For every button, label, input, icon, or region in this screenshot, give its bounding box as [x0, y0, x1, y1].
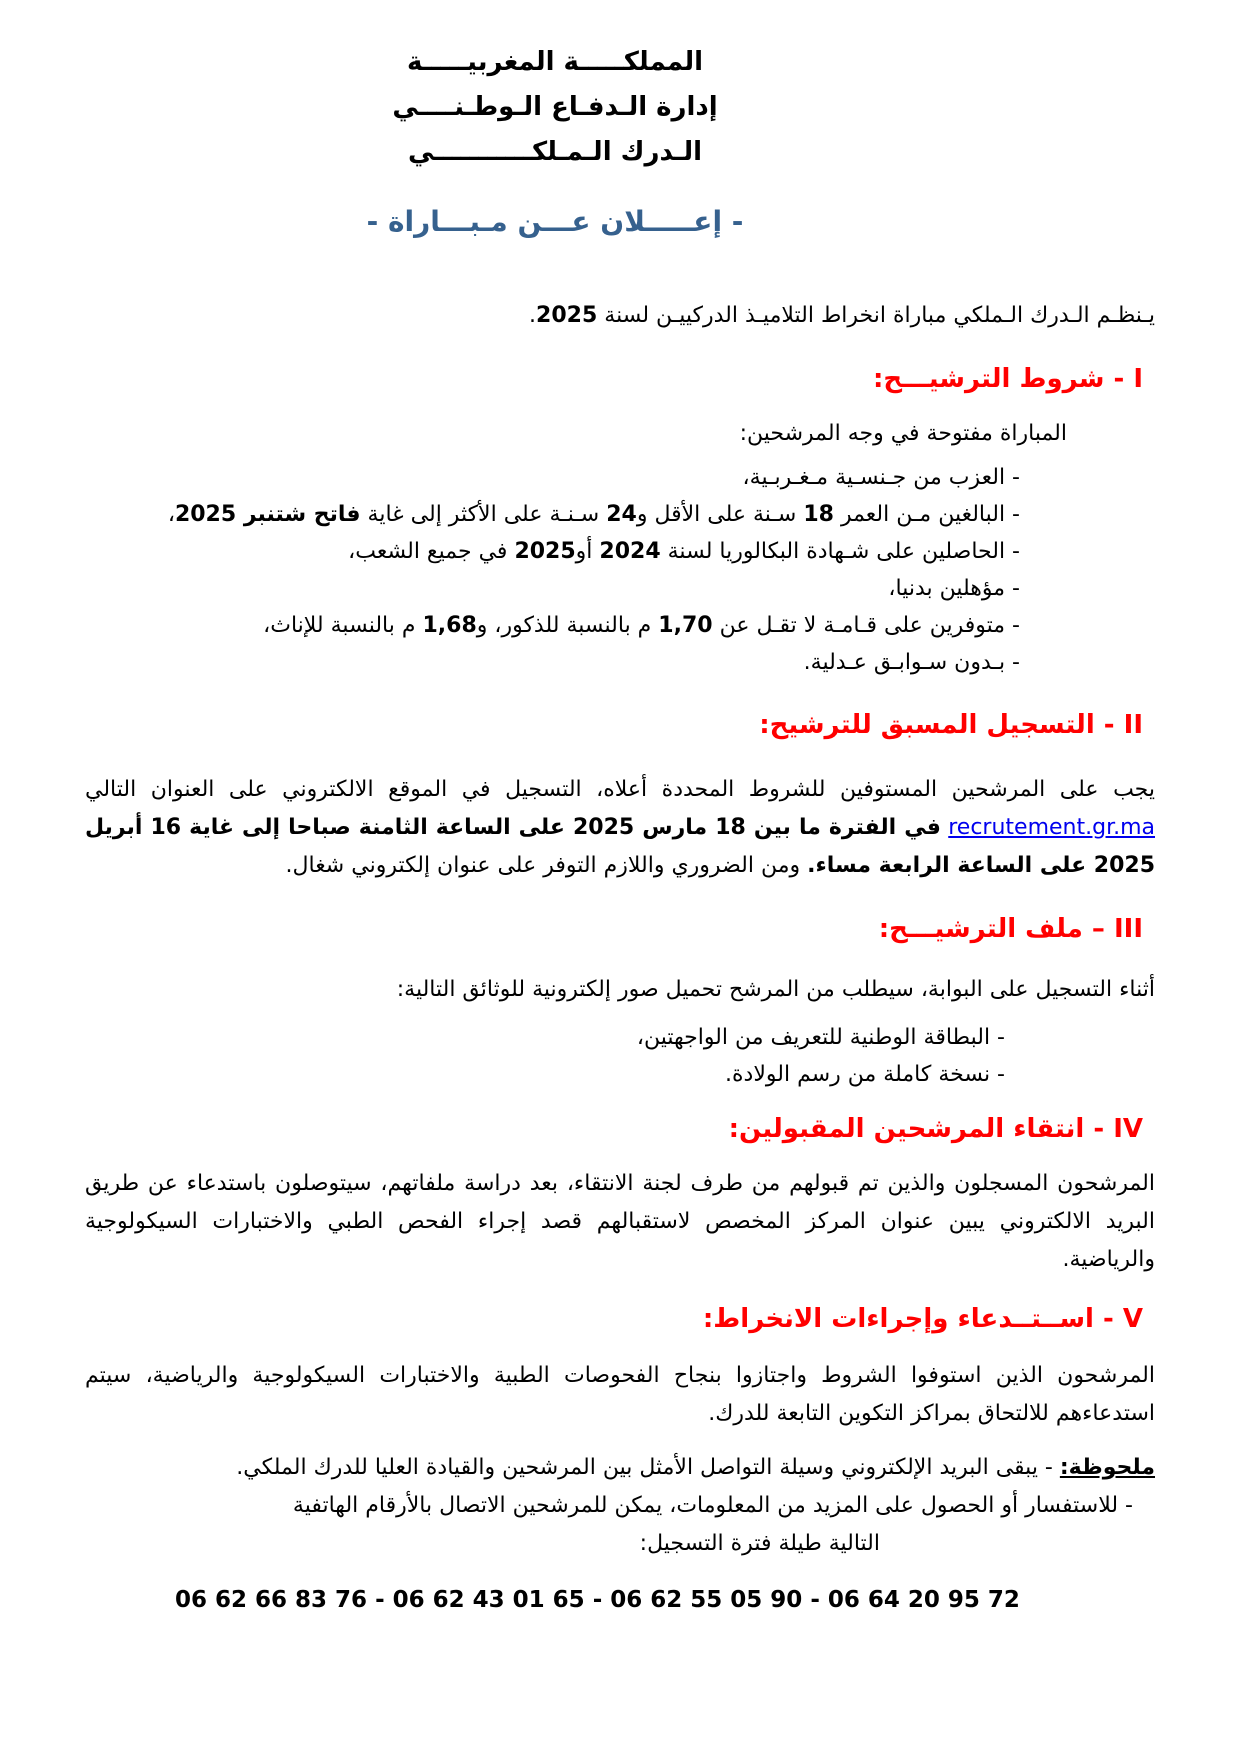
condition-item-6 [85, 644, 1155, 681]
condition-item-4 [85, 570, 1155, 607]
text-run: 1,70 [658, 613, 713, 638]
conditions-list [85, 459, 1155, 681]
text-run: - بـدون سـوابـق عـدلية. [803, 650, 1020, 675]
text-run: يـنظـم الـدرك الـملكي مباراة انخراط التلاميـذ الدركييـن لسنة [597, 303, 1155, 328]
note-label: ملحوظة: [1059, 1455, 1155, 1480]
file-intro-paragraph: أثناء التسجيل على البوابة، سيطلب من المرشح تحميل صور إلكترونية للوثائق التالية: [396, 977, 1155, 1002]
condition-item-2 [85, 496, 1155, 533]
condition-item-5 [85, 607, 1155, 644]
text-run: - مؤهلين بدنيا، [888, 576, 1020, 601]
text-run: أو [575, 539, 600, 564]
section-3-heading: III – ملف الترشيـــح: [878, 914, 1143, 944]
text-run: م بالنسبة للإناث، [263, 613, 423, 638]
text-run: م بالنسبة للذكور، و [476, 613, 659, 638]
intro-paragraph [85, 297, 1155, 335]
text-run: ومن الضروري واللازم التوفر على عنوان إلكتروني شغال. [285, 853, 808, 878]
text-run: 2025 [514, 539, 576, 564]
document-item-1: - البطاقة الوطنية للتعريف من الواجهتين، [636, 1025, 1005, 1050]
title-wrapper [345, 201, 765, 243]
document-item-2: - نسخة كاملة من رسم الولادة. [725, 1062, 1005, 1087]
text-run: سـنة على الأقل و [636, 502, 804, 527]
text-run: - العزب من جـنسـية مـغـربـية، [742, 465, 1020, 490]
document-header [345, 40, 765, 175]
note-line-1 [85, 1449, 1155, 1487]
kingdom-header-line: المملكـــــة المغربيـــــة [406, 47, 704, 77]
text-run: 24 [606, 502, 637, 527]
contact-phone-numbers: 06 62 66 83 76 - 06 62 43 01 65 - 06 62 55 05 90 - 06 64 20 95 72 [175, 1587, 1020, 1613]
text-run: 2025 [536, 303, 598, 328]
text-run: . [529, 303, 537, 328]
section-5-heading: V - اســتــدعاء وإجراءات الانخراط: [702, 1304, 1143, 1334]
note-item-2-continued: التالية طيلة فترة التسجيل: [639, 1531, 880, 1556]
section-4-heading: IV - انتقاء المرشحين المقبولين: [728, 1114, 1143, 1144]
defense-administration-line: إدارة الـدفـاع الـوطـنــــي [392, 92, 718, 122]
royal-gendarmerie-line: الـدرك الـمـلكـــــــــــي [407, 137, 703, 167]
text-run: - متوفرين على قـامـة لا تقـل عن [712, 613, 1020, 638]
text-run: - البالغين مـن العمر [833, 502, 1020, 527]
note-item-2: - للاستفسار أو الحصول على المزيد من المعلومات، يمكن للمرشحين الاتصال بالأرقام الهاتفية [292, 1493, 1133, 1518]
text-run: في جميع الشعب، [348, 539, 515, 564]
text-run: فاتح شتنبر 2025 [174, 502, 361, 527]
text-run: - الحاصلين على شـهادة البكالوريا لسنة [660, 539, 1020, 564]
registration-link[interactable]: recrutement.gr.ma [948, 815, 1155, 840]
enrollment-paragraph: المرشحون الذين استوفوا الشروط واجتازوا بنجاح الفحوصات الطبية والاختبارات السيكولوجية والرياضية، سيتم استدعاءهم للالتحاق بمراكز التكوين التابعة للدرك. [85, 1363, 1155, 1426]
note-block [85, 1449, 1155, 1563]
text-run: 18 [803, 502, 834, 527]
text-run: في الفترة ما بين 18 مارس 2025 على الساعة الثامنة صباحا إلى غاية 16 أبريل 2025 على الساعة الرابعة مساء. [85, 815, 1155, 878]
text-run: يجب على المرشحين المستوفين للشروط المحددة أعلاه، التسجيل في الموقع الالكتروني على العنوان التالي [85, 777, 1155, 802]
documents-list [85, 1019, 1155, 1093]
section-2-heading: II - التسجيل المسبق للترشيح: [759, 710, 1143, 740]
text-run: سـنـة على الأكثر إلى غاية [360, 502, 607, 527]
section-1-heading: I - شروط الترشيـــح: [873, 364, 1143, 394]
text-run: 1,68 [422, 613, 477, 638]
text-run: ، [167, 502, 175, 527]
condition-item-3 [85, 533, 1155, 570]
note-item-1: - يبقى البريد الإلكتروني وسيلة التواصل الأمثل بين المرشحين والقيادة العليا للدرك الملكي. [236, 1455, 1053, 1480]
text-run: 2024 [599, 539, 661, 564]
registration-paragraph [85, 771, 1155, 885]
announcement-title: - إعـــــلان عـــن مـبـــاراة - [366, 205, 744, 238]
candidacy-open-line: المباراة مفتوحة في وجه المرشحين: [739, 421, 1067, 446]
selection-paragraph: المرشحون المسجلون والذين تم قبولهم من طرف لجنة الانتقاء، بعد دراسة ملفاتهم، سيتوصلون باستدعاء عن طريق البريد الالكتروني يبين عنوان المركز المخصص لاستقبالهم قصد إجراء الفحص الطبي والاختبارات السيكولوجية والرياضية. [85, 1171, 1155, 1272]
condition-item-1 [85, 459, 1155, 496]
